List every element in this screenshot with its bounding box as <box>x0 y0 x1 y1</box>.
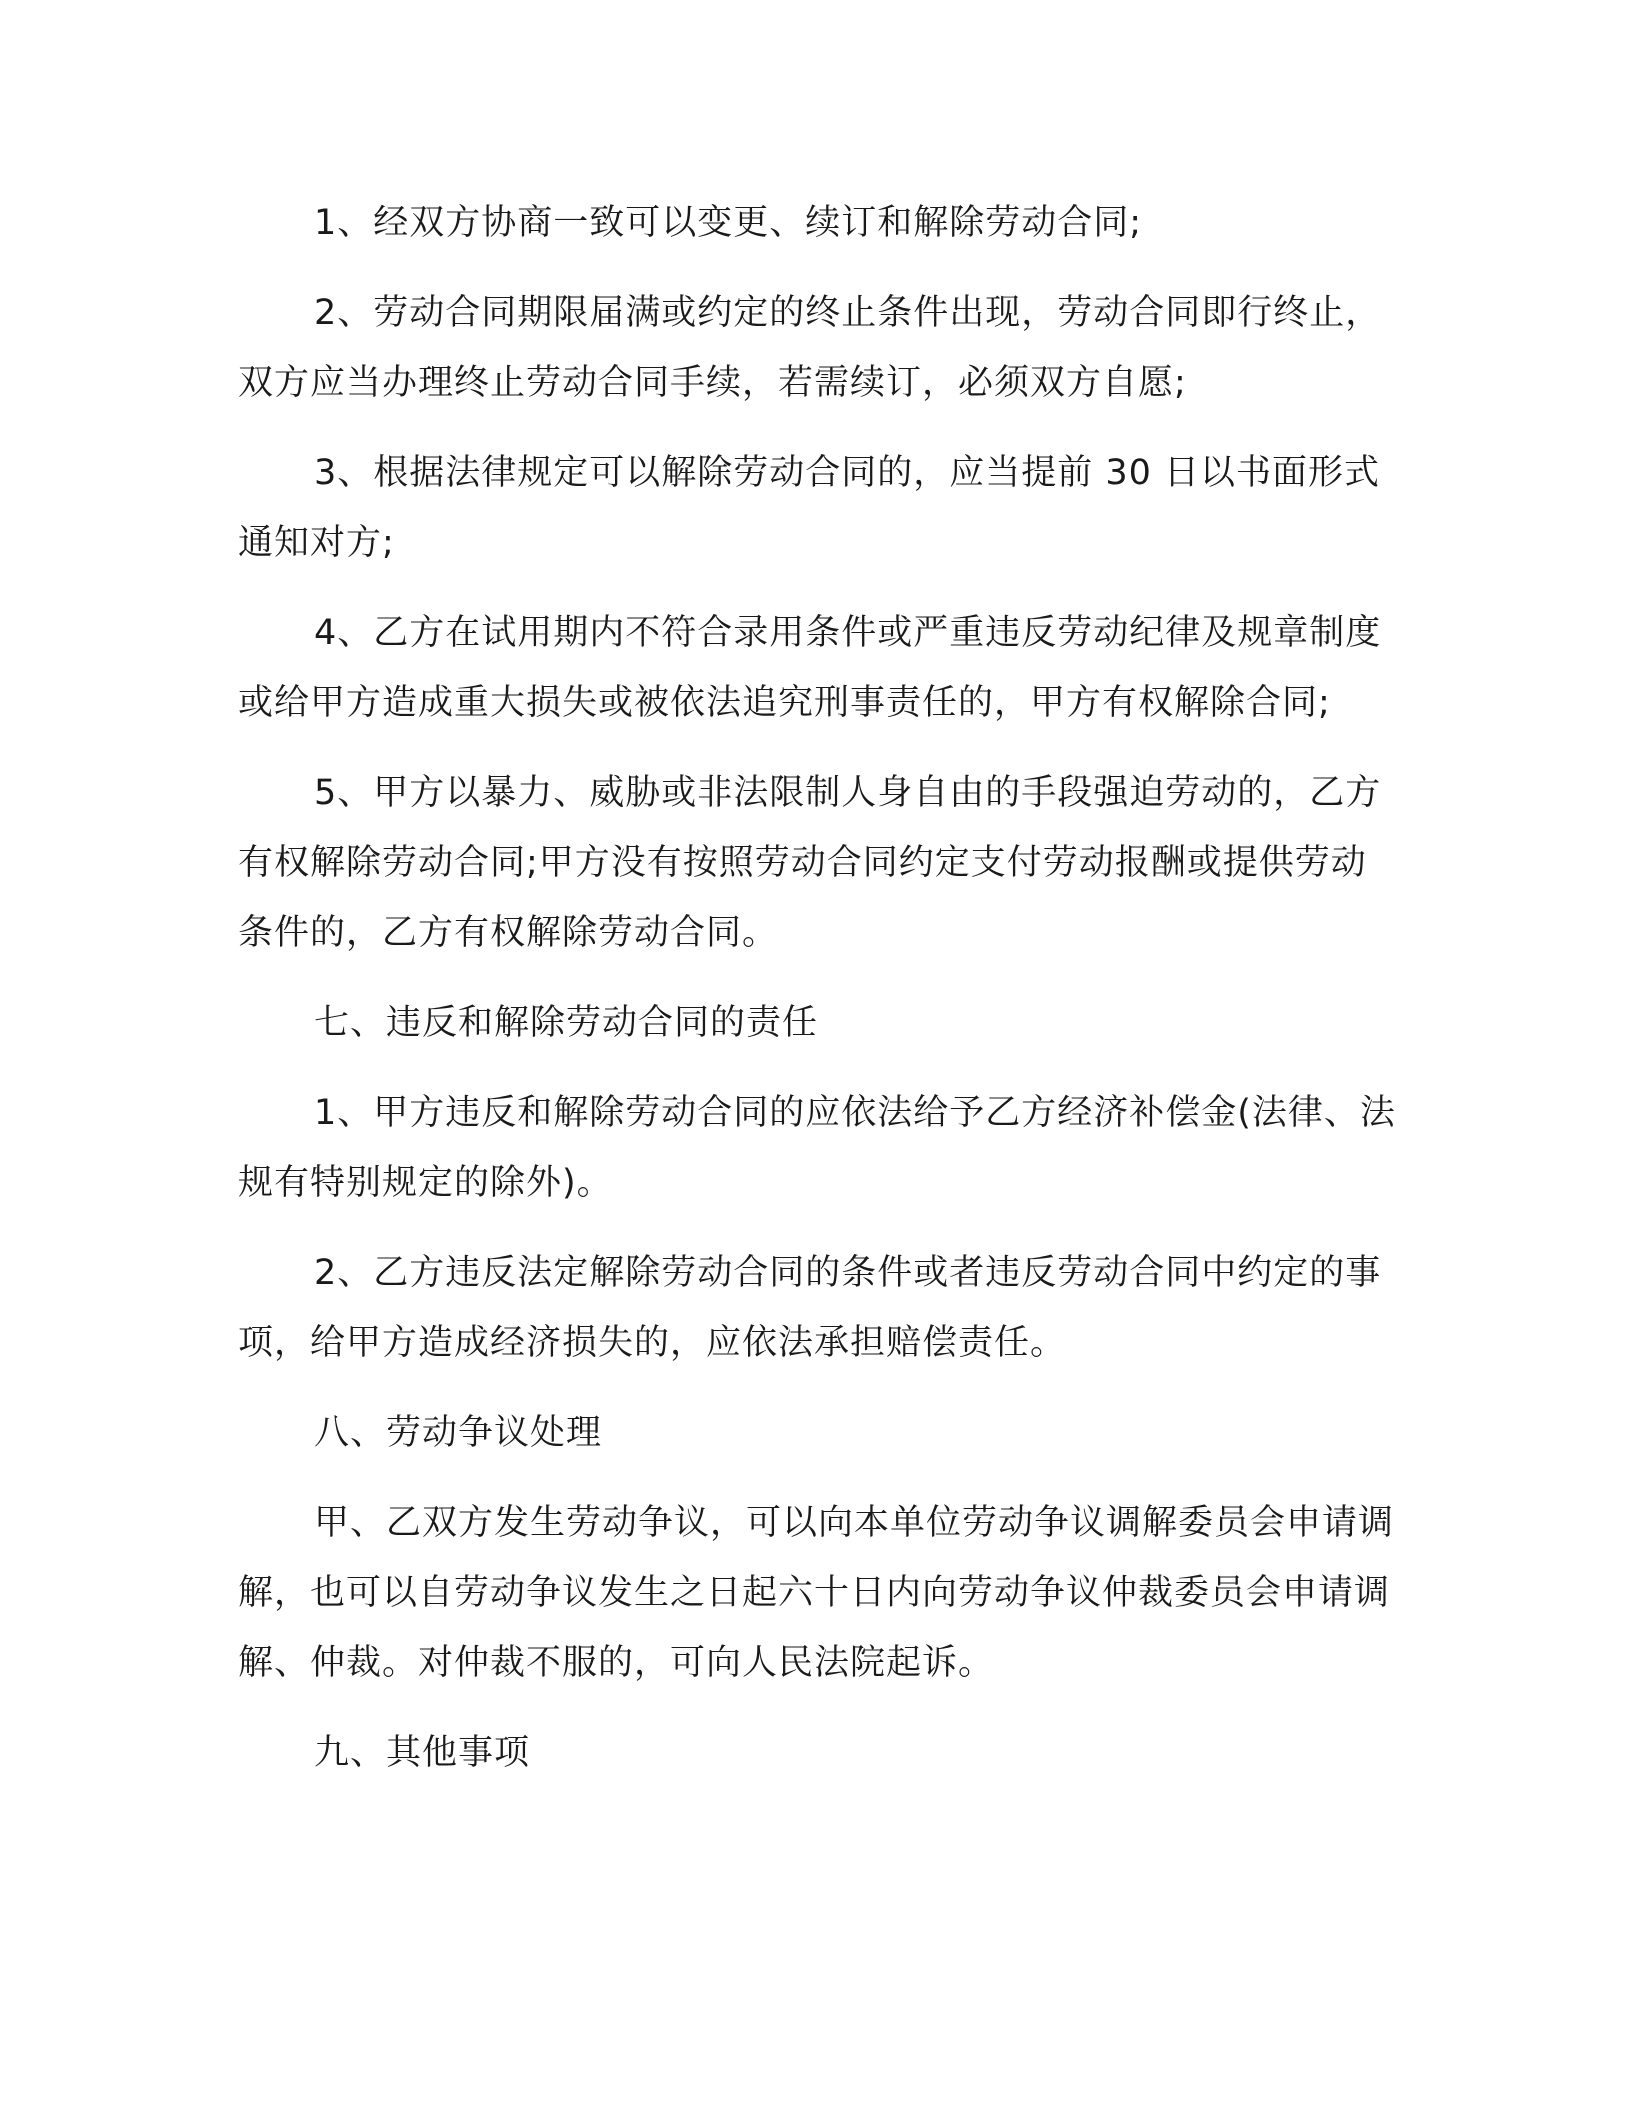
document-body <box>238 188 1398 1808</box>
section-8-heading: 八、劳动争议处理 <box>314 1413 603 1453</box>
section-7-clause-2: 2、乙方违反法定解除劳动合同的条件或者违反劳动合同中约定的事项，给甲方造成经济损失的，应依法承担赔偿责任。 <box>238 1253 1382 1363</box>
clause-3-advance-notice: 3、根据法律规定可以解除劳动合同的，应当提前 30 日以书面形式通知对方; <box>238 453 1381 563</box>
clause-4-probation-termination: 4、乙方在试用期内不符合录用条件或严重违反劳动纪律及规章制度或给甲方造成重大损失或被依法追究刑事责任的，甲方有权解除合同; <box>238 613 1382 723</box>
section-7-heading: 七、违反和解除劳动合同的责任 <box>314 1003 819 1043</box>
clause-5-employee-termination-right: 5、甲方以暴力、威胁或非法限制人身自由的手段强迫劳动的，乙方有权解除劳动合同;甲方没有按照劳动合同约定支付劳动报酬或提供劳动条件的，乙方有权解除劳动合同。 <box>238 773 1382 953</box>
clause-2-contract-expiry: 2、劳动合同期限届满或约定的终止条件出现，劳动合同即行终止，双方应当办理终止劳动合同手续，若需续订，必须双方自愿; <box>238 293 1382 403</box>
section-9-heading: 九、其他事项 <box>314 1733 531 1773</box>
section-7-clause-1: 1、甲方违反和解除劳动合同的应依法给予乙方经济补偿金(法律、法规有特别规定的除外)。 <box>238 1093 1396 1203</box>
clause-1-mutual-agreement: 1、经双方协商一致可以变更、续订和解除劳动合同; <box>314 203 1143 243</box>
section-8-dispute-resolution: 甲、乙双方发生劳动争议，可以向本单位劳动争议调解委员会申请调解，也可以自劳动争议发生之日起六十日内向劳动争议仲裁委员会申请调解、仲裁。对仲裁不服的，可向人民法院起诉。 <box>238 1503 1395 1683</box>
